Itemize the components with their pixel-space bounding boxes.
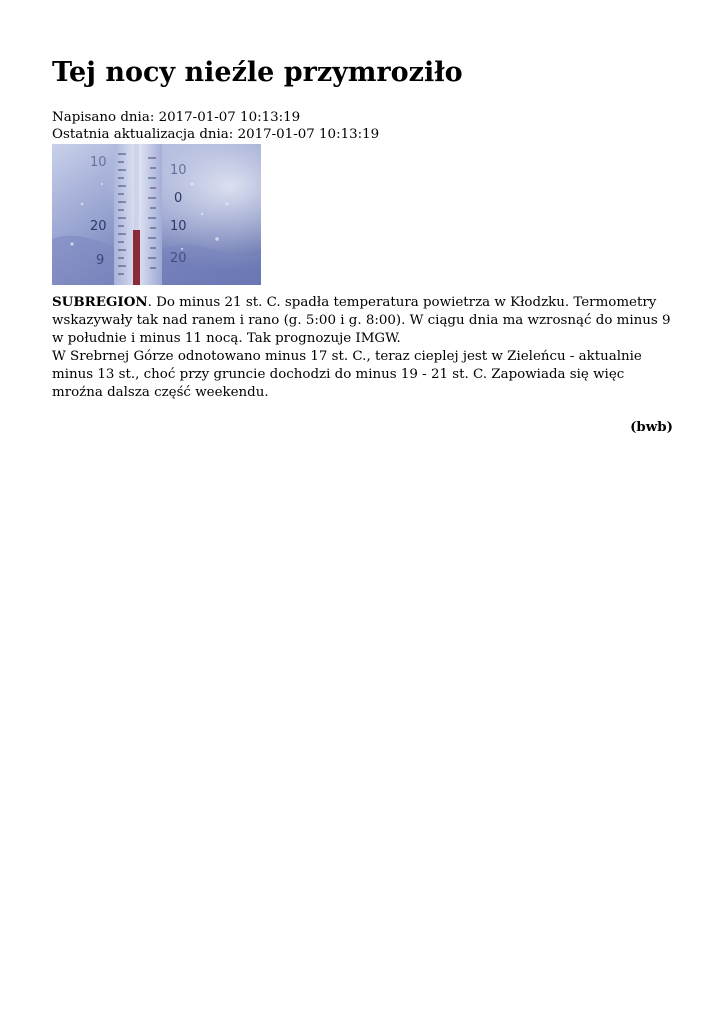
article-body <box>52 293 673 402</box>
updated-date: 2017-01-07 10:13:19 <box>237 127 380 142</box>
article-title: Tej nocy nieźle przymroziło <box>52 57 463 88</box>
scale-label: 10 <box>90 155 107 170</box>
written-date-line <box>52 109 379 126</box>
written-label: Napisano dnia: <box>52 110 155 125</box>
updated-date-line <box>52 126 379 143</box>
scale-label: 20 <box>170 251 187 266</box>
scale-label: 20 <box>90 219 107 234</box>
article-lead: SUBREGION <box>52 294 148 310</box>
thermometer-mercury <box>133 230 140 285</box>
article-paragraph <box>52 293 673 348</box>
written-date: 2017-01-07 10:13:19 <box>158 110 301 125</box>
scale-label: 10 <box>170 219 187 234</box>
article-paragraph: W Srebrnej Górze odnotowano minus 17 st. C., teraz cieplej jest w Zieleńcu - aktualnie minus 13 st., choć przy gruncie dochodzi do minus 19 - 21 st. C. Zapowiada się więc mroźna dalsza część weekendu. <box>52 349 642 400</box>
updated-label: Ostatnia aktualizacja dnia: <box>52 127 234 142</box>
article-paragraph-text: . Do minus 21 st. C. spadła temperatura powietrza w Kłodzku. Termometry wskazywały tak nad ranem i rano (g. 5:00 i g. 8:00). W ciągu dnia ma wzrosnąć do minus 9 w południe i minus 11 nocą. Tak prognozuje IMGW. <box>52 295 671 346</box>
scale-label: 10 <box>170 163 187 178</box>
article-meta <box>52 109 379 143</box>
thermometer-capillary <box>134 144 139 230</box>
thermometer-photo <box>52 144 261 285</box>
article-author: (bwb) <box>630 419 673 435</box>
scale-label: 9 <box>96 253 105 268</box>
scale-label: 0 <box>174 191 183 206</box>
